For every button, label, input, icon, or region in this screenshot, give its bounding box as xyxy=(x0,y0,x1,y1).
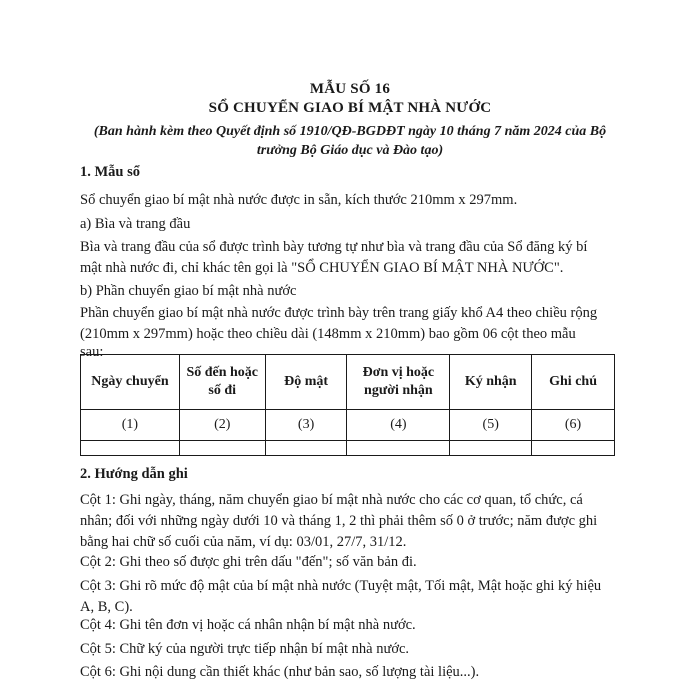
table-header-cell: Đơn vị hoặc người nhận xyxy=(347,355,450,410)
instruction-col5: Cột 5: Chữ ký của người trực tiếp nhận bí mật nhà nước. xyxy=(80,641,410,657)
table-cell: (2) xyxy=(179,410,265,441)
paragraph-line: Phần chuyển giao bí mật nhà nước được trình bày trên trang giấy khổ A4 theo chiều rộng xyxy=(80,305,598,321)
issuance-note-line: trưởng Bộ Giáo dục và Đào tạo) xyxy=(256,143,444,158)
instruction-col1 xyxy=(80,490,620,553)
table-header-cell: Ký nhận xyxy=(450,355,532,410)
table-header-cell: Độ mật xyxy=(265,355,347,410)
table-header-cell: Số đến hoặc số đi xyxy=(179,355,265,410)
table-cell: (5) xyxy=(450,410,532,441)
table-header-cell: Ngày chuyển xyxy=(81,355,180,410)
paragraph-intro: Sổ chuyển giao bí mật nhà nước được in sẵn, kích thước 210mm x 297mm. xyxy=(80,192,518,208)
table-cell xyxy=(81,441,180,456)
table-header-cell: Ghi chú xyxy=(532,355,615,410)
paragraph-line: Cột 3: Ghi rõ mức độ mật của bí mật nhà nước (Tuyệt mật, Tối mật, Mật hoặc ghi ký hiệu xyxy=(80,578,602,594)
subheading-cover: a) Bìa và trang đầu xyxy=(80,216,191,232)
table-cell: (1) xyxy=(81,410,180,441)
instruction-col3 xyxy=(80,576,620,618)
instruction-col4: Cột 4: Ghi tên đơn vị hoặc cá nhân nhận bí mật nhà nước. xyxy=(80,617,416,633)
table-cell: (6) xyxy=(532,410,615,441)
instruction-col6: Cột 6: Ghi nội dung cần thiết khác (như bản sao, số lượng tài liệu...). xyxy=(80,664,480,680)
paragraph-line: nhân; đối với những ngày dưới 10 và tháng 1, 2 thì phải thêm số 0 ở trước; năm được ghi xyxy=(80,513,598,529)
subheading-transfer: b) Phần chuyển giao bí mật nhà nước xyxy=(80,283,297,299)
paragraph-line: Cột 1: Ghi ngày, tháng, năm chuyển giao bí mật nhà nước cho các cơ quan, tổ chức, cá xyxy=(80,492,583,508)
table-cell xyxy=(450,441,532,456)
table-empty-row xyxy=(81,441,615,456)
paragraph-line: A, B, C). xyxy=(80,599,133,615)
table-cell xyxy=(532,441,615,456)
section-heading-instructions: 2. Hướng dẫn ghi xyxy=(80,466,188,482)
table-cell xyxy=(347,441,450,456)
paragraph-line: mật nhà nước đi, chỉ khác tên gọi là "SỔ CHUYỂN GIAO BÍ MẬT NHÀ NƯỚC". xyxy=(80,260,564,276)
issuance-note-line: (Ban hành kèm theo Quyết định số 1910/QĐ-BGDĐT ngày 10 tháng 7 năm 2024 của Bộ xyxy=(93,124,607,139)
table-cell: (3) xyxy=(265,410,347,441)
paragraph-transfer xyxy=(80,303,620,359)
table-header-row xyxy=(81,355,615,410)
section-heading-template: 1. Mẫu sổ xyxy=(80,164,141,180)
paragraph-line: bằng hai chữ số cuối của năm, ví dụ: 03/01, 27/7, 31/12. xyxy=(80,534,407,550)
table-cell: (4) xyxy=(347,410,450,441)
instruction-col2: Cột 2: Ghi theo số được ghi trên dấu "đến"; số văn bản đi. xyxy=(80,554,417,570)
form-number: MẪU SỐ 16 xyxy=(309,81,391,97)
table-cell xyxy=(265,441,347,456)
table-cell xyxy=(179,441,265,456)
issuance-note xyxy=(80,122,620,160)
paragraph-line: sau: xyxy=(80,344,104,360)
table-number-row xyxy=(81,410,615,441)
form-title: SỔ CHUYỂN GIAO BÍ MẬT NHÀ NƯỚC xyxy=(208,100,492,116)
paragraph-cover xyxy=(80,237,620,279)
paragraph-line: Bìa và trang đầu của sổ được trình bày tương tự như bìa và trang đầu của Sổ đăng ký bí xyxy=(80,239,588,255)
paragraph-line: (210mm x 297mm) hoặc theo chiều dài (148mm x 210mm) bao gồm 06 cột theo mẫu xyxy=(80,326,576,342)
columns-table xyxy=(80,354,615,456)
